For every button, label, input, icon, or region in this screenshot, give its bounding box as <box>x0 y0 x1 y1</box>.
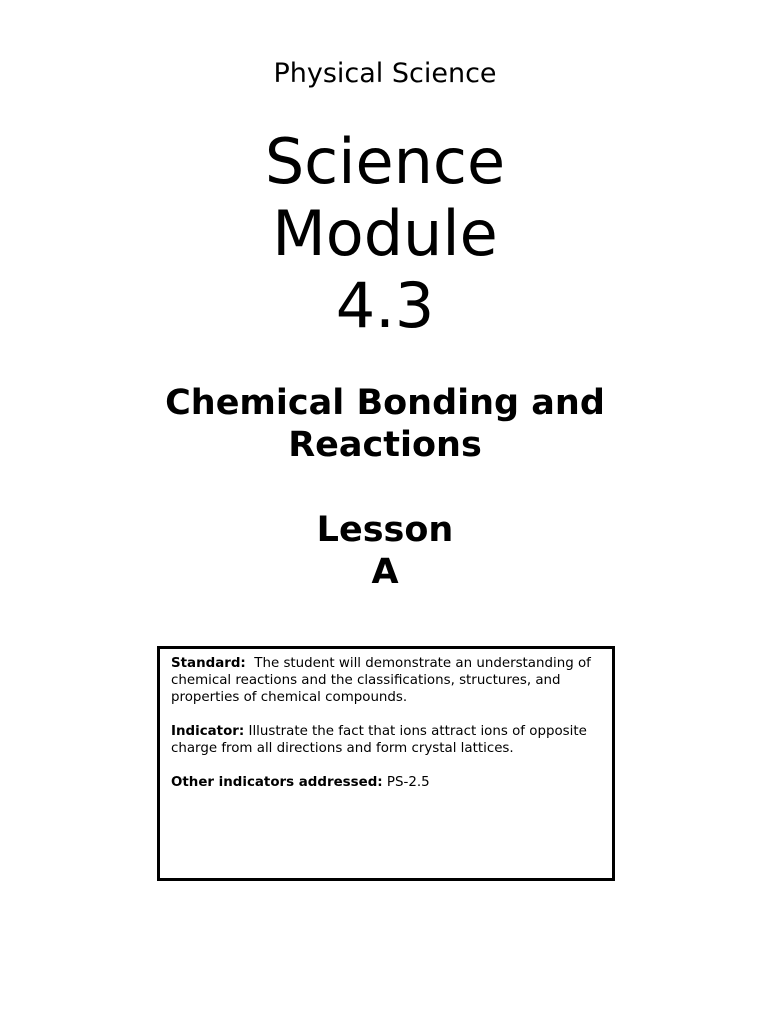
lesson-label <box>0 509 770 593</box>
standard-label: Standard: <box>171 656 246 671</box>
other-indicators-paragraph <box>171 774 612 791</box>
standards-box <box>157 646 615 881</box>
indicator-paragraph <box>171 723 612 757</box>
lesson-label-line-1: Lesson <box>316 510 454 550</box>
topic-title-line-2: Reactions <box>288 425 482 465</box>
other-indicators-label: Other indicators addressed: <box>171 775 383 790</box>
topic-title-line-1: Chemical Bonding and <box>165 383 605 423</box>
other-indicators-text: PS-2.5 <box>386 775 430 790</box>
topic-title <box>0 382 770 466</box>
module-title <box>0 126 770 342</box>
indicator-label: Indicator: <box>171 724 245 739</box>
subject-heading: Physical Science <box>273 58 497 89</box>
module-title-line-1: Science <box>264 125 506 198</box>
standard-paragraph <box>171 655 612 706</box>
lesson-label-line-2: A <box>371 552 399 592</box>
module-title-line-2: Module <box>272 197 498 270</box>
module-title-line-3: 4.3 <box>335 269 435 342</box>
indicator-text: Illustrate the fact that ions attract ions of opposite charge from all directions and form crystal lattices. <box>171 724 587 756</box>
standard-text: The student will demonstrate an understanding of chemical reactions and the classifications, structures, and properties of chemical compounds. <box>171 656 591 705</box>
